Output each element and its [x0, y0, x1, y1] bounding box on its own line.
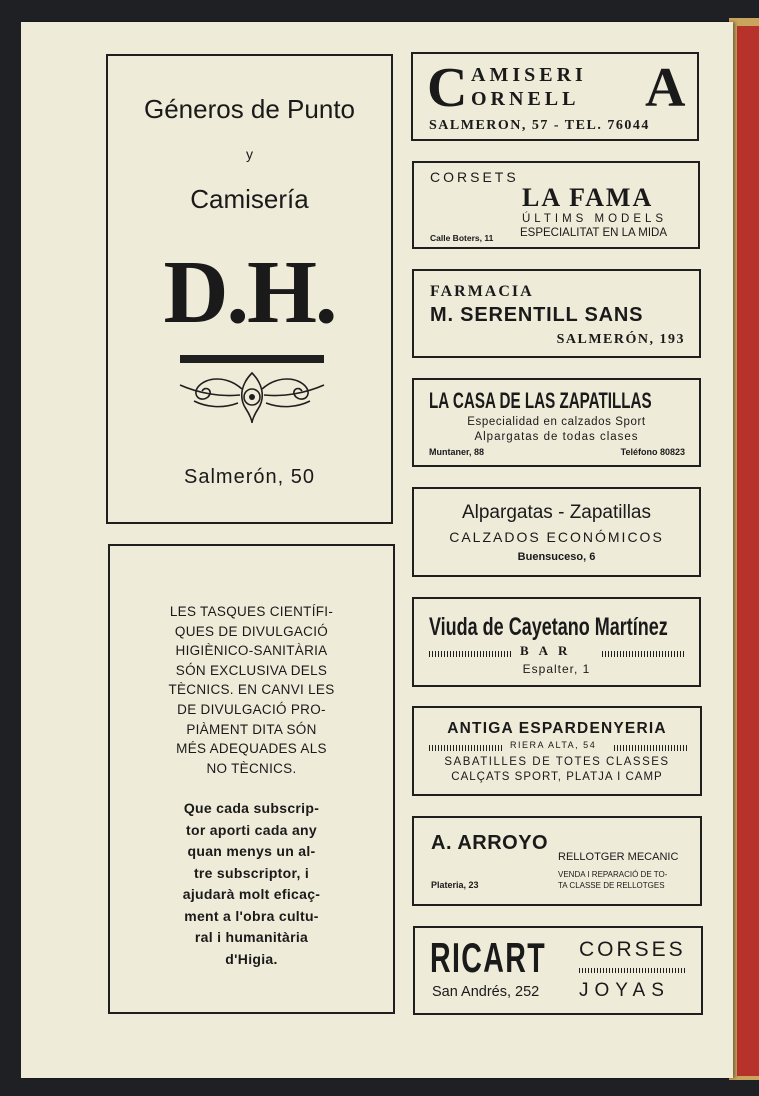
notice-line: NO TÈCNICS. [206, 760, 297, 776]
ad-la-fama [412, 161, 700, 249]
espardenyeria-line1: SABATILLES DE TOTES CLASSES [444, 756, 670, 768]
fama-name: LA FAMA [522, 183, 654, 212]
appeal-line: ment a l'obra cultu- [184, 907, 319, 924]
cornell-final-a: A [645, 57, 686, 119]
espardenyeria-street: RIERA ALTA, 54 [510, 740, 597, 750]
viuda-rule-right [602, 651, 686, 657]
alpargatas-sub: CALZADOS ECONÓMICOS [449, 529, 664, 545]
farmacia-name: M. SERENTILL SANS [430, 304, 644, 326]
dh-line2: y [246, 146, 253, 162]
notice-text [110, 602, 393, 778]
ornament-icon [176, 367, 328, 425]
cornell-bottom: ORNELL [471, 88, 580, 110]
cornell-initial-c: C [427, 57, 468, 119]
zapatillas-address: Muntaner, 88 [429, 447, 485, 457]
ricart-rule [579, 968, 687, 973]
notice-line: PIÀMENT DITA SÓN [186, 721, 317, 737]
dh-line3: Camisería [190, 184, 309, 214]
zapatillas-name: LA CASA DE LAS ZAPATILLAS [429, 388, 652, 413]
appeal-line: Que cada subscrip- [183, 800, 320, 816]
arroyo-line2: TA CLASSE DE RELLOTGES [558, 881, 665, 890]
notice-line: QUES DE DIVULGACIÓ [174, 623, 329, 639]
notice-line: SÓN EXCLUSIVA DELS [175, 662, 328, 678]
ricart-address: San Andrés, 252 [432, 984, 540, 1000]
espardenyeria-line2: CALÇATS SPORT, PLATJA I CAMP [451, 771, 663, 783]
espardenyeria-rule-right [614, 745, 688, 751]
appeal-line: d'Higia. [225, 950, 278, 967]
notice-box [108, 544, 395, 1014]
ad-viuda-martinez [412, 597, 701, 687]
fama-spec: ESPECIALITAT EN LA MIDA [520, 227, 667, 239]
alpargatas-name: Alpargatas - Zapatillas [461, 502, 652, 523]
arroyo-address: Plateria, 23 [431, 880, 479, 890]
zapatillas-line1: Especialidad en calzados Sport [467, 416, 646, 428]
espardenyeria-rule-left [429, 745, 503, 751]
ad-farmacia [412, 269, 701, 358]
notice-line: HIGIÈNICO-SANITÀRIA [175, 643, 328, 659]
arroyo-line1: VENDA I REPARACIÓ DE TO- [558, 870, 668, 879]
ad-alpargatas [412, 487, 701, 577]
ad-antiga-espardenyeria [412, 706, 702, 796]
ad-ricart [413, 926, 703, 1015]
arroyo-trade: RELLOTGER MECANIC [558, 851, 679, 863]
appeal-line: tor aporti cada any [186, 821, 317, 838]
notice-line: LES TASQUES CIENTÍFI- [169, 604, 334, 619]
page [21, 22, 733, 1078]
dh-address: Salmerón, 50 [184, 466, 315, 488]
dh-line1: Géneros de Punto [143, 94, 356, 124]
viuda-name: Viuda de Cayetano Martínez [429, 613, 668, 641]
zapatillas-line2: Alpargatas de todas clases [474, 431, 639, 443]
arroyo-name: A. ARROYO [431, 832, 549, 854]
espardenyeria-name: ANTIGA ESPARDENYERIA [447, 720, 667, 737]
dh-ad [106, 54, 393, 524]
cornell-address: SALMERON, 57 - TEL. 76044 [429, 118, 650, 133]
cornell-top: AMISERI [471, 64, 587, 86]
ad-arroyo [412, 816, 702, 906]
alpargatas-address: Buensuceso, 6 [517, 551, 596, 563]
appeal-line: ral i humanitària [194, 929, 309, 945]
dh-rule [180, 355, 324, 363]
subscriber-appeal [110, 798, 393, 970]
notice-line: DE DIVULGACIÓ PRO- [177, 701, 326, 717]
notice-line: TÈCNICS. EN CANVI LES [168, 682, 335, 698]
ricart-corses: CORSES [579, 938, 686, 961]
viuda-address: Espalter, 1 [522, 662, 591, 676]
ad-camiseria-cornella [411, 52, 699, 141]
zapatillas-phone: Teléfono 80823 [620, 447, 685, 457]
fama-address: Calle Boters, 11 [430, 233, 494, 243]
book-edge-red [737, 26, 759, 1076]
notice-line: MÉS ADEQUADES ALS [176, 741, 327, 757]
farmacia-address: SALMERÓN, 193 [556, 332, 685, 347]
appeal-line: ajudarà molt eficaç- [182, 886, 321, 902]
viuda-bar: BAR [520, 643, 578, 658]
ricart-joyas: JOYAS [579, 980, 670, 1001]
viuda-rule-left [429, 651, 513, 657]
fama-corsets: CORSETS [430, 169, 519, 185]
fama-models: ÚLTIMS MODELS [522, 213, 668, 225]
farmacia-label: FARMACIA [430, 283, 534, 300]
ricart-name: RICART [430, 934, 547, 981]
appeal-line: quan menys un al- [187, 843, 316, 859]
dh-logo: D.H. [163, 243, 336, 342]
ad-casa-zapatillas [412, 378, 701, 467]
appeal-line: tre subscriptor, i [193, 864, 310, 881]
